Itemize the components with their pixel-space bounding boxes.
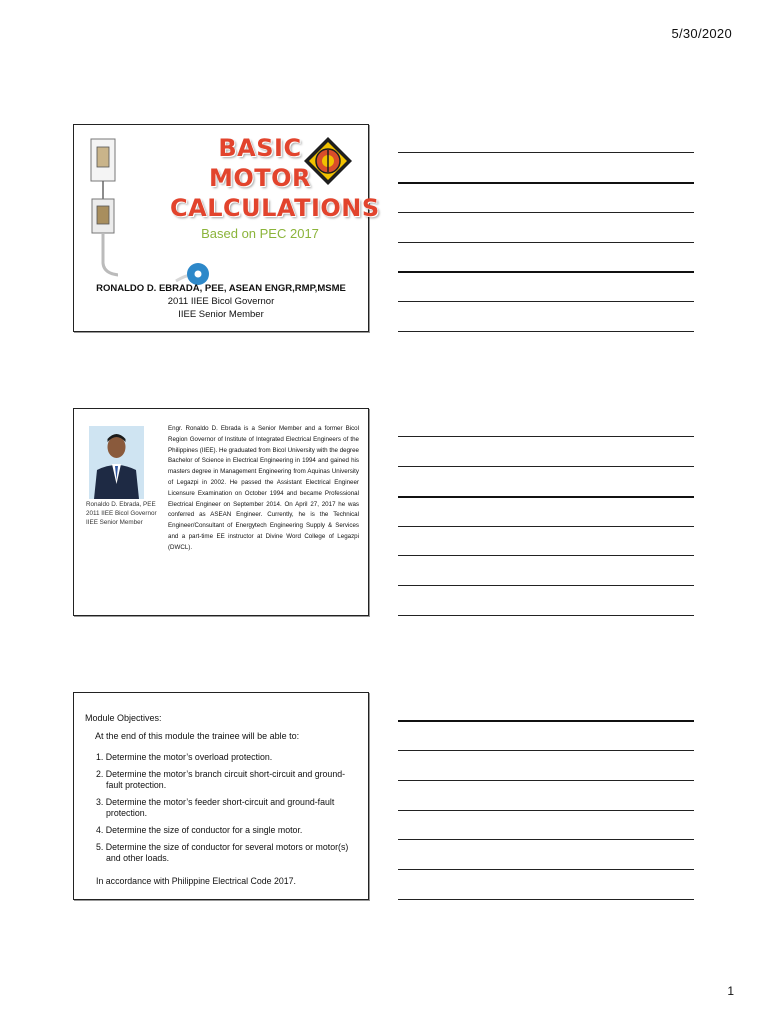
author-photo [89, 426, 144, 499]
slide-biography [73, 408, 369, 616]
author-name: RONALDO D. EBRADA, PEE, ASEAN ENGR,RMP,MSME [96, 283, 346, 294]
notes-line [398, 526, 694, 527]
iiee-badge-icon [303, 136, 353, 186]
notes-line [398, 780, 694, 781]
author-title-member: IIEE Senior Member [178, 309, 264, 320]
notes-line [398, 271, 694, 273]
print-date: 5/30/2020 [671, 26, 732, 41]
notes-line [398, 869, 694, 870]
notes-line [398, 899, 694, 900]
notes-line [398, 720, 694, 722]
objectives-list [96, 752, 356, 870]
module-objectives-title: Module Objectives: [85, 713, 162, 723]
notes-line [398, 182, 694, 184]
notes-line [398, 331, 694, 332]
notes-line [398, 152, 694, 153]
photo-caption [86, 500, 176, 527]
caption-line: 2011 IIEE Bicol Governor [86, 510, 157, 517]
notes-line [398, 839, 694, 840]
caption-line: Ronaldo D. Ebrada, PEE [86, 501, 156, 508]
objective-item: 4. Determine the size of conductor for a single motor. [96, 825, 303, 835]
notes-line [398, 750, 694, 751]
notes-line [398, 242, 694, 243]
notes-line [398, 436, 694, 437]
author-title-governor: 2011 IIEE Bicol Governor [167, 296, 275, 307]
caption-line: IIEE Senior Member [86, 519, 143, 526]
notes-line [398, 466, 694, 467]
title-line-3: CALCULATIONS [170, 194, 380, 222]
slide-subtitle: Based on PEC 2017 [201, 226, 319, 241]
person-portrait-icon [89, 426, 144, 499]
slide-title [73, 124, 380, 332]
objective-item: 3. Determine the motor’s feeder short-circuit and ground-fault protection. [96, 797, 335, 818]
objective-item: 1. Determine the motor’s overload protection. [96, 752, 273, 762]
notes-line [398, 301, 694, 302]
electrical-panel-icon [88, 135, 118, 283]
notes-line [398, 585, 694, 586]
title-line-1: BASIC [218, 134, 302, 162]
biography-text: Engr. Ronaldo D. Ebrada is a Senior Member and a former Bicol Region Governor of Institute of Integrated Electrical Engineers of the Philippines (IIEE). He graduated from Bicol University with the degree Bachelor of Science in Electrical Engineering in 1994 and gained his masters degree in Management Engineering from Aquinas University of Legazpi in 2002. He passed the Assistant Electrical Engineer Licensure Examination on October 1994 and became Professional Electrical Engineer on September 2014. On April 27, 2017 he was conferred as ASEAN Engineer. Currently, he is the Technical Engineer/Consultant of Energytech Engineering Supply & Services and a part-time EE instructor at Divine Word College of Legazpi (DWCL). [168, 425, 359, 551]
slide-module-objectives [73, 692, 369, 900]
module-objectives-intro: At the end of this module the trainee will be able to: [95, 731, 300, 741]
notes-line [398, 555, 694, 556]
module-objectives-footer: In accordance with Philippine Electrical Code 2017. [96, 876, 297, 886]
notes-line [398, 496, 694, 498]
page-number: 1 [727, 984, 734, 998]
notes-line [398, 615, 694, 616]
objective-item: 2. Determine the motor’s branch circuit short-circuit and ground-fault protection. [96, 769, 346, 790]
title-line-2: MOTOR [208, 164, 312, 192]
notes-line [398, 810, 694, 811]
notes-line [398, 212, 694, 213]
objective-item: 5. Determine the size of conductor for several motors or motor(s) and other loads. [96, 842, 349, 863]
